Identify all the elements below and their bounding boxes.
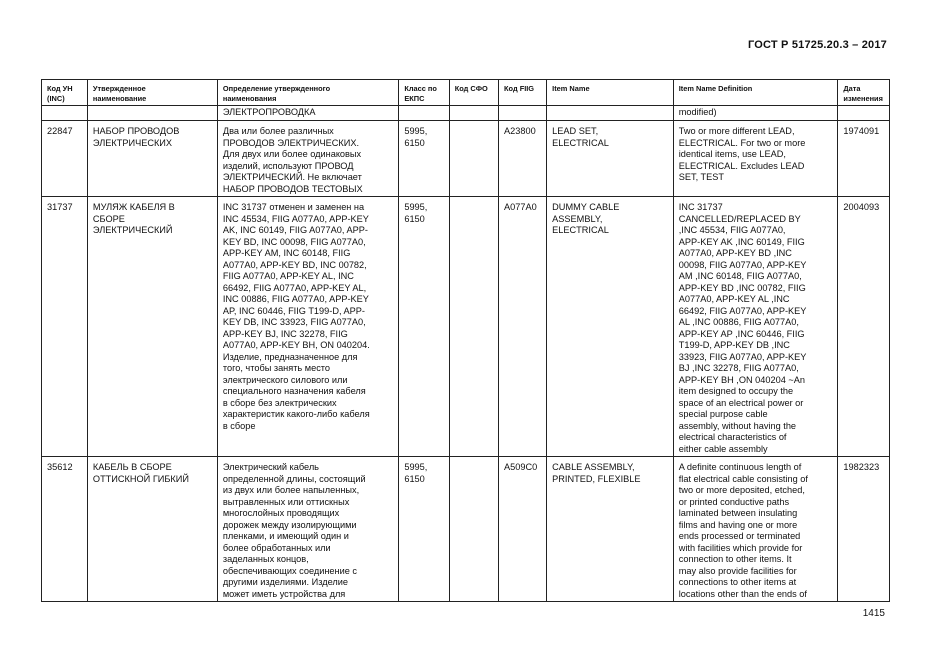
cell-definition-en: A definite continuous length of flat electrical cable consisting of two or more deposited, etched, or printed conductive paths laminated between insulating films and having one or more ends processed or terminated with facilities which provide for connection to other items. It may also provide facilities for connections to other items at locations other than the ends of	[673, 457, 838, 602]
cell-class: 5995, 6150	[399, 457, 449, 602]
col-header-sfo: Код СФО	[449, 80, 498, 106]
col-header-class: Класс по ЕКПС	[399, 80, 449, 106]
cell-definition-en: INC 31737 CANCELLED/REPLACED BY ,INC 45534, FIIG A077A0, APP-KEY AK ,INC 60149, FIIG A077A0, APP-KEY BD ,INC 00098, FIIG A077A0, APP-KEY AM ,INC 60148, FIIG A077A0, APP-KEY BD ,INC 00782, FIIG A077A0, APP-KEY AL ,INC 66492, FIIG A077A0, APP-KEY AL ,INC 00886, FIIG A077A0, APP-KEY AP ,INC 60446, FIIG T199-D, APP-KEY DB ,INC 33923, FIIG A077A0, APP-KEY BJ ,INC 32278, FIIG A077A0, APP-KEY BH ,ON 040204 ~An item designed to occupy the space of an electrical power or special purpose cable assembly, without having the electrical characteristics of either cable assembly	[673, 197, 838, 457]
cell-item-name: LEAD SET, ELECTRICAL	[547, 121, 674, 197]
cell-definition-ru: Электрический кабель определенной длины, состоящий из двух или более напыленных, вытравленных или оттискных многослойных проводящих дорожек между изолирующими пленками, и имеющий один и более обработанных или заделанных концов, обеспечивающих соединение с другими изделиями. Изделие может иметь устройства для	[217, 457, 398, 602]
table-cell	[547, 106, 674, 121]
table-cell	[42, 106, 88, 121]
cell-inc: 31737	[42, 197, 88, 457]
table-header-row	[42, 80, 890, 106]
col-header-date: Дата изменения	[838, 80, 890, 106]
col-header-inc: Код УН (INC)	[42, 80, 88, 106]
table-row	[42, 197, 890, 457]
col-header-definition-en: Item Name Definition	[673, 80, 838, 106]
items-table	[41, 79, 890, 602]
cell-definition-ru: ЭЛЕКТРОПРОВОДКА	[217, 106, 398, 121]
cell-sfo	[449, 197, 498, 457]
table-row	[42, 457, 890, 602]
cell-sfo	[449, 457, 498, 602]
table-row-continuation	[42, 106, 890, 121]
cell-definition-ru: Два или более различных ПРОВОДОВ ЭЛЕКТРИЧЕСКИХ. Для двух или более одинаковых изделий, используют ПРОВОД ЭЛЕКТРИЧЕСКИЙ. Не включает НАБОР ПРОВОДОВ ТЕСТОВЫХ	[217, 121, 398, 197]
cell-inc: 35612	[42, 457, 88, 602]
table-cell	[449, 106, 498, 121]
table-cell	[399, 106, 449, 121]
cell-date: 1974091	[838, 121, 890, 197]
cell-date: 2004093	[838, 197, 890, 457]
page-number: 1415	[862, 608, 885, 619]
cell-item-name: CABLE ASSEMBLY, PRINTED, FLEXIBLE	[547, 457, 674, 602]
cell-name-ru: НАБОР ПРОВОДОВ ЭЛЕКТРИЧЕСКИХ	[87, 121, 217, 197]
standard-header: ГОСТ Р 51725.20.3 – 2017	[747, 39, 887, 51]
cell-class: 5995, 6150	[399, 121, 449, 197]
cell-definition-en: modified)	[673, 106, 838, 121]
table-cell	[87, 106, 217, 121]
col-header-fiig: Код FIIG	[499, 80, 547, 106]
table-cell	[838, 106, 890, 121]
cell-fiig: A509C0	[499, 457, 547, 602]
cell-inc: 22847	[42, 121, 88, 197]
cell-name-ru: КАБЕЛЬ В СБОРЕ ОТТИСКНОЙ ГИБКИЙ	[87, 457, 217, 602]
table-row	[42, 121, 890, 197]
cell-date: 1982323	[838, 457, 890, 602]
col-header-definition-ru: Определение утвержденного наименования	[217, 80, 398, 106]
cell-definition-ru: INC 31737 отменен и заменен на INC 45534, FIIG A077A0, APP-KEY AK, INC 60149, FIIG A077A0, APP- KEY BD, INC 00098, FIIG A077A0, APP-KEY AM, INC 60148, FIIG A077A0, APP-KEY BD, INC 00782, FIIG A077A0, APP-KEY AL, INC 66492, FIIG A077A0, APP-KEY AL, INC 00886, FIIG A077A0, APP-KEY AP, INC 60446, FIIG T199-D, APP- KEY DB, INC 33923, FIIG A077A0, APP-KEY BJ, INC 32278, FIIG A077A0, APP-KEY BH, ON 040204. Изделие, предназначенное для того, чтобы занять место электрического силового или специального назначения кабеля в сборе без электрических характеристик какого-либо кабеля в сборе	[217, 197, 398, 457]
cell-sfo	[449, 121, 498, 197]
table-cell	[499, 106, 547, 121]
col-header-item-name: Item Name	[547, 80, 674, 106]
cell-fiig: A077A0	[499, 197, 547, 457]
cell-definition-en: Two or more different LEAD, ELECTRICAL. For two or more identical items, use LEAD, ELECTRICAL. Excludes LEAD SET, TEST	[673, 121, 838, 197]
cell-class: 5995, 6150	[399, 197, 449, 457]
cell-item-name: DUMMY CABLE ASSEMBLY, ELECTRICAL	[547, 197, 674, 457]
cell-fiig: A23800	[499, 121, 547, 197]
cell-name-ru: МУЛЯЖ КАБЕЛЯ В СБОРЕ ЭЛЕКТРИЧЕСКИЙ	[87, 197, 217, 457]
col-header-name-ru: Утвержденное наименование	[87, 80, 217, 106]
